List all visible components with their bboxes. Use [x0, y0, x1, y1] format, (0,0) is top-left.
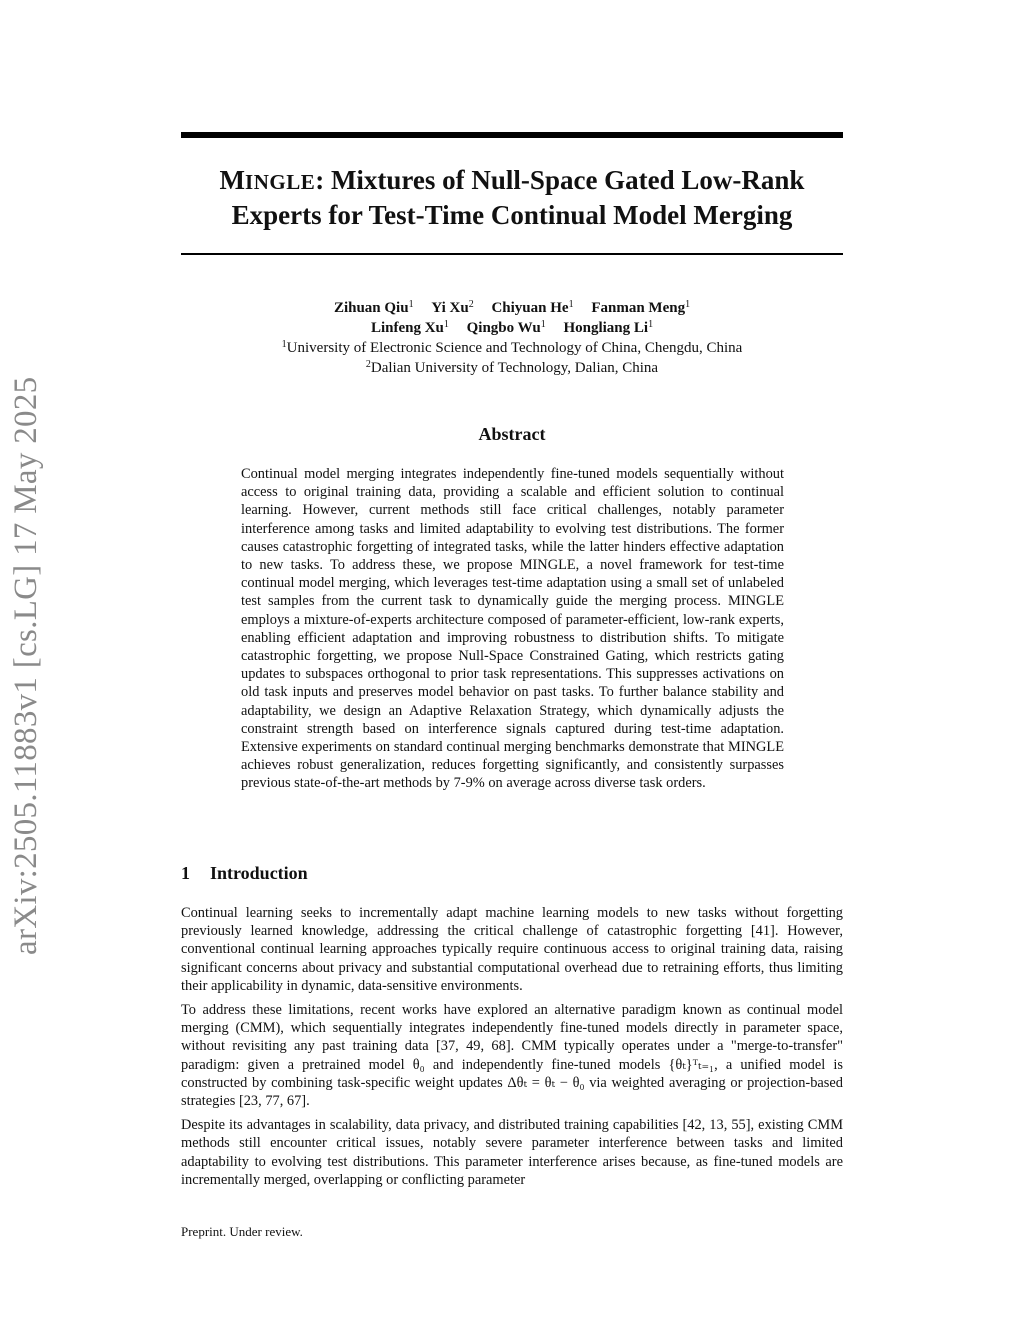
abstract-heading: Abstract [478, 424, 546, 444]
title-name-first: M [219, 165, 246, 195]
title-line1-rest: : Mixtures of Null-Space Gated Low-Rank [315, 165, 805, 195]
introduction-body [181, 904, 843, 1195]
title-rule-top [181, 132, 843, 138]
author: Chiyuan He$^1$ [491, 299, 574, 316]
section-number: 1 [181, 863, 190, 883]
arxiv-stamp: arXiv:2505.11883v1 [cs.LG] 17 May 2025 [8, 376, 44, 955]
author: Yi Xu$^2$ [431, 299, 474, 316]
author-block [181, 298, 843, 378]
author: Fanman Meng$^1$ [591, 299, 691, 316]
affiliation: $^1$University of Electronic Science and Technology of China, Chengdu, China [281, 339, 743, 356]
title-line-1 [181, 164, 843, 199]
author: Zihuan Qiu$^1$ [333, 299, 414, 316]
section-title: Introduction [210, 863, 308, 883]
author: Qingbo Wu$^1$ [466, 319, 546, 336]
intro-paragraph: Despite its advantages in scalability, data privacy, and distributed training capabilities [42, 13, 55], existing CMM methods still encounter critical issues, notably severe parameter interference between tasks and limited adaptability to evolving test distributions. This parameter interference arises because, as fine-tuned models are incrementally merged, overlapping or conflicting parameter [181, 1117, 843, 1188]
author: Linfeng Xu$^1$ [370, 319, 449, 336]
intro-paragraph: To address these limitations, recent works have explored an alternative paradigm known as continual model merging (CMM), which sequentially integrates independently fine-tuned models directly in parameter space, without revisiting any past training data [37, 49, 68]. CMM typically operates under a "merge-to-transfer" paradigm: given a pretrained model θ₀ and independently fine-tuned models {θₜ}ᵀₜ₌₁, a unified model is constructed by combining task-specific weight updates Δθₜ = θₜ − θ₀ via weighted averaging or projection-based strategies [23, 77, 67]. [181, 1002, 843, 1110]
abstract-text: Continual model merging integrates independently fine-tuned models sequentially without access to original training data, providing a scalable and efficient solution to continual learning. However, current methods still face critical challenges, notably parameter interference among tasks and limited adaptability to evolving test distributions. The former causes catastrophic forgetting of integrated tasks, while the latter hinders effective adaptation to new tasks. To address these, we propose MINGLE, a novel framework for test-time continual model merging, which leverages test-time adaptation using a small set of unlabeled test samples from the current task to dynamically guide the merging process. MINGLE employs a mixture-of-experts architecture composed of parameter-efficient, low-rank experts, enabling efficient adaptation and improving robustness to distribution shifts. To mitigate catastrophic forgetting, we propose Null-Space Constrained Gating, which restricts gating updates to subspaces orthogonal to prior task representations. This suppresses activations on old task inputs and preserves model behavior on past tasks. To further balance stability and adaptability, we design an Adaptive Relaxation Strategy, which dynamically adjusts the constraint strength based on interference signals captured during test-time adaptation. Extensive experiments on standard continual merging benchmarks demonstrate that MINGLE achieves robust generalization, reduces forgetting significantly, and consistently surpasses previous state-of-the-art methods by 7-9% on average across diverse task orders. [241, 466, 784, 792]
title-line-2: Experts for Test-Time Continual Model Merging [231, 200, 793, 230]
intro-paragraph: Continual learning seeks to incrementally adapt machine learning models to new tasks without forgetting previously learned knowledge, addressing the critical challenge of catastrophic forgetting [41]. However, conventional continual learning approaches typically require continuous access to original training data, raising significant concerns about privacy and substantial computational overhead due to retraining efforts, thus limiting their applicability in dynamic, data-sensitive environments. [181, 905, 843, 994]
section-heading [181, 863, 308, 884]
author-line-1 [181, 298, 843, 318]
page-footer: Preprint. Under review. [181, 1224, 303, 1239]
author: Hongliang Li$^1$ [563, 319, 654, 336]
paper-title [181, 164, 843, 232]
affiliation: $^2$Dalian University of Technology, Dalian, China [365, 359, 659, 376]
title-name-rest: INGLE [245, 170, 316, 194]
author-line-2 [181, 318, 843, 338]
title-rule-bottom [181, 253, 843, 255]
